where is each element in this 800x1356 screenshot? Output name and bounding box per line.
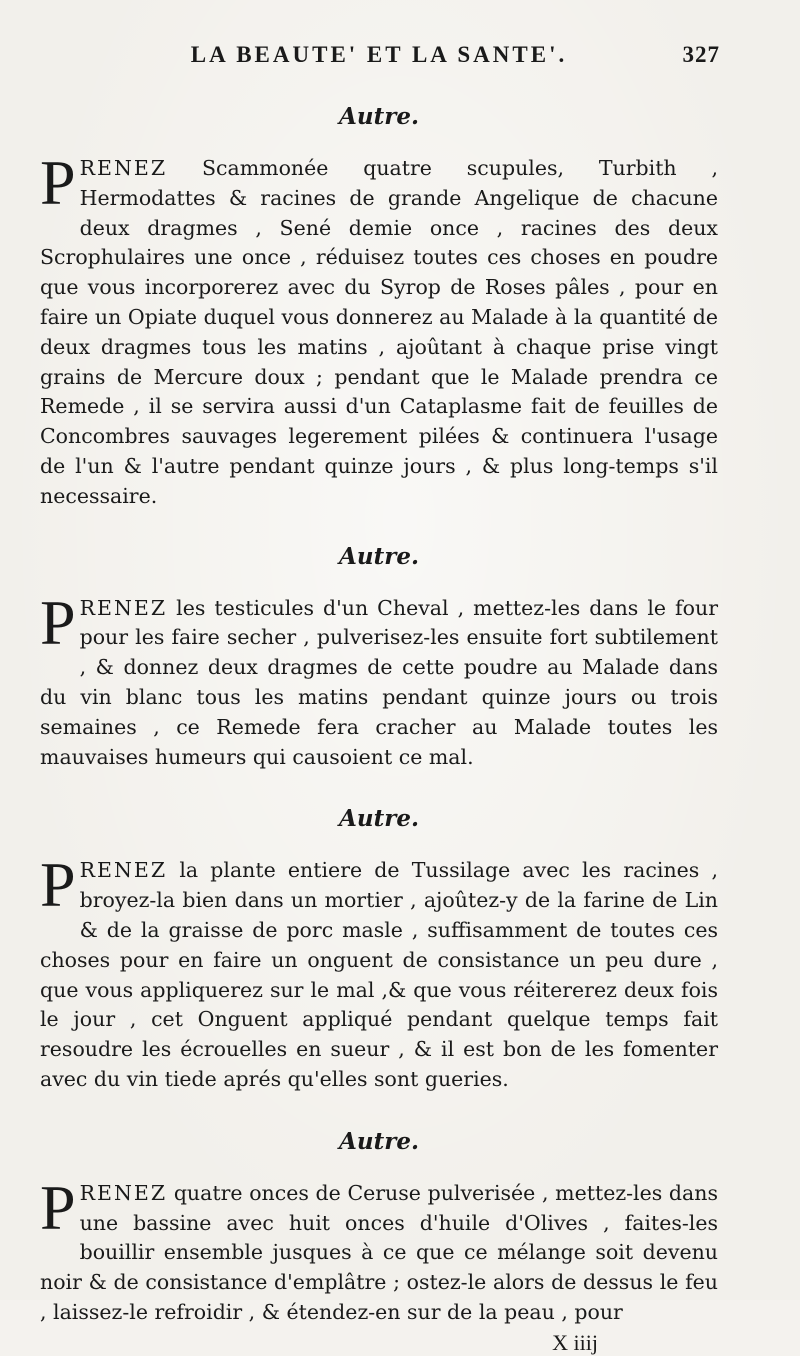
remedy-paragraph [40,586,718,773]
lead-word: RENEZ [79,1180,168,1205]
lead-word: RENEZ [79,858,168,883]
signature-mark: X iiij [552,1329,598,1355]
paragraph-text: la plante entiere de Tussilage avec les racines , broyez-la bien dans un mortier , ajoûtez-y de la farine de Lin & de la graisse de porc masle , suffisamment de toutes ces choses pour en faire un onguent de consistance un peu dure , que vous appliquerez sur le mal ,& que vous réitererez deux fois le jour , cet Onguent appliqué pendant quelque temps fait resoudre les écrouelles en sueur , & il est bon de les fomenter avec du vin tiede aprés qu'elles sont gueries. [40,858,718,1091]
remedy-section-1 [40,92,718,512]
remedy-paragraph [40,1171,718,1328]
paragraph-text: les testicules d'un Cheval , mettez-les dans le four pour les faire secher , pulverisez-les ensuite fort subtilement , & donnez deux dragmes de cette poudre au Malade dans du vin blanc tous les matins pendant quinze jours ou trois semaines , ce Remede fera cracher au Malade toutes les mauvaises humeurs qui causoient ce mal. [40,595,718,769]
remedy-paragraph [40,849,718,1094]
section-title: Autre. [339,1127,419,1155]
running-head [40,42,718,86]
section-title: Autre. [339,542,419,570]
paragraph-text: Scammonée quatre scupules, Turbith , Hermodattes & racines de grande Angelique de chacune deux dragmes , Sené demie once , racines des deux Scrophulaires une once , réduisez toutes ces choses en poudre que vous incorporerez avec du Syrop de Roses pâles , pour en faire un Opiate duquel vous donnerez au Malade à la quantité de deux dragmes tous les matins , ajoûtant à chaque prise vingt grains de Mercure doux ; pendant que le Malade prendra ce Remede , il se servira aussi d'un Cataplasme fait de feuilles de Concombres sauvages legerement pilées & continuera l'usage de l'un & l'autre pendant quinze jours , & plus long-temps s'il necessaire. [40,156,718,508]
remedy-section-4 [40,1117,718,1328]
drop-cap: P [40,147,76,218]
running-title: LA BEAUTE' ET LA SANTE'. [190,42,568,67]
lead-word: RENEZ [79,595,168,620]
drop-cap: P [40,1171,76,1243]
section-title: Autre. [339,805,419,833]
page-number: 327 [682,42,720,67]
remedy-section-2 [40,532,718,773]
paragraph-text: quatre onces de Ceruse pulverisée , mettez-les dans une bassine avec huit onces d'huile d'Olives , faites-les bouillir ensemble jusques à ce que ce mélange soit devenu noir & de consistance d'emplâtre ; ostez-le alors de dessus le feu , laissez-le refroidir , & étendez-en sur de la peau , pour [40,1180,718,1324]
remedy-paragraph [40,147,718,512]
drop-cap: P [40,586,76,658]
drop-cap: P [40,849,76,921]
remedy-section-3 [40,794,718,1094]
lead-word: RENEZ [79,156,168,180]
section-title: Autre. [339,103,419,130]
